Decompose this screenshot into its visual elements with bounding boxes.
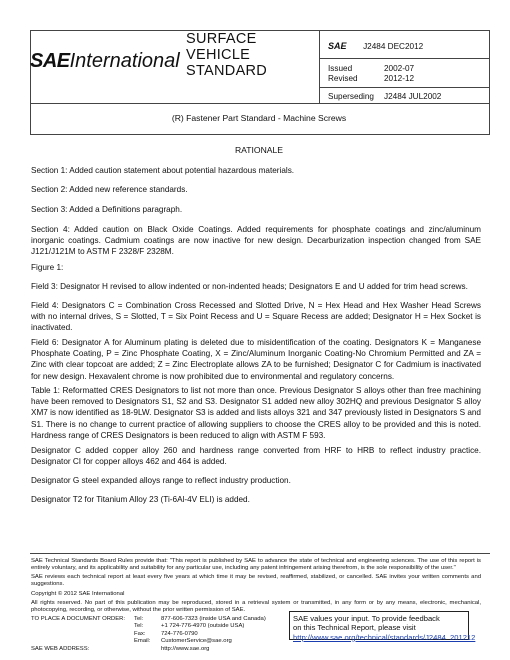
footer-copyright: Copyright © 2012 SAE International <box>31 591 125 597</box>
header-right-divider-2 <box>319 87 489 88</box>
sae-international-logo <box>30 50 180 73</box>
tel-value: 877-606-7323 (inside USA and Canada) <box>161 616 266 622</box>
web-label: SAE WEB ADDRESS: <box>31 646 90 652</box>
paragraph-field3: Field 3: Designator H revised to allow indented or non-indented heads; Designators E and U added for trim head screws. <box>31 282 468 291</box>
paragraph-section3: Section 3: Added a Definitions paragraph. <box>31 205 183 214</box>
header-right-divider <box>319 58 489 59</box>
tel2-label: Tel: <box>134 623 144 630</box>
contact-labels <box>134 616 159 646</box>
superseding-label: Superseding <box>328 92 374 101</box>
email-label: Email: <box>134 638 151 645</box>
sae-mark: SAE <box>328 41 347 51</box>
footer-divider <box>30 553 490 554</box>
paragraph-designator-t2: Designator T2 for Titanium Alloy 23 (Ti-6Al-4V ELI) is added. <box>31 495 250 504</box>
fax-label: Fax: <box>134 630 146 637</box>
tel-label: Tel: <box>134 616 144 622</box>
doc-number-row <box>328 41 423 51</box>
paragraph-section1: Section 1: Added caution statement about potential hazardous materials. <box>31 166 295 175</box>
logo-international: International <box>69 50 180 72</box>
doc-date: DEC2012 <box>387 42 424 51</box>
paragraph-field4: Field 4: Designators C = Combination Cross Recessed and Slotted Drive, N = Hex Head and Hex Washer Head Screws with no internal drives, S = Slotted, T = Six Point Recess and U = Square Recess are added; Designator H = Hex Socket is inactivated. <box>31 301 481 333</box>
doc-type-line2: VEHICLE <box>186 47 251 63</box>
paragraph-figure1: Figure 1: <box>31 263 64 272</box>
issued-value: 2002-07 <box>384 64 415 73</box>
paragraph-table1: Table 1: Reformatted CRES Designators to list not more than once. Previous Designator S alloys other than free machining have been removed to Designators S1, S2 and S3. Designator S1 added new alloy 302HQ and previous Designator S alloy XM7 is now identified as 18-9LW. Designator S3 is added and lists alloys 321 and 347 previously listed in Designators S and S1. There is no change to current practice of allowing suppliers to choose the CRES alloy to be provided and this is noted. Hardness range of CRES Designators is been reduced to align with ASTM F 593. <box>31 386 481 440</box>
paragraph-section2: Section 2: Added new reference standards. <box>31 185 188 194</box>
tel2-value: +1 724-776-4970 (outside USA) <box>161 623 245 630</box>
feedback-line2: on this Technical Report, please visit <box>293 623 416 633</box>
paragraph-designator-g: Designator G steel expanded alloys range to reflect industry production. <box>31 476 291 485</box>
web-value[interactable]: http://www.sae.org <box>161 646 210 652</box>
paragraph-field6: Field 6: Designator A for Aluminum plating is deleted due to misidentification of the coating. Designators K = Manganese Phosphate Coating, P = Zinc Phosphate Coating, X = Zinc/Aluminum Inorganic Coating-No Chromium Permitted and ZA = Zinc with clear topcoat are added; Z = Zinc Electroplate allows ZA to be furnished; Designator C for Cadmium is inactivated for new design. Hexavalent chrome is now prohibited due to environmental and regulatory concerns. <box>31 338 481 381</box>
doc-number: J2484 <box>363 42 386 51</box>
superseding-value: J2484 JUL2002 <box>384 92 442 101</box>
footer-policy: SAE Technical Standards Board Rules provide that: "This report is published by SAE to advance the state of technical and engineering sciences. The use of this report is entirely voluntary, and its applicability and suitability for any particular use, including any patent infringement arising therefrom, is the sole responsibility of the user." <box>31 558 481 572</box>
contact-values <box>161 616 286 646</box>
revised-value: 2012-12 <box>384 74 415 83</box>
rationale-heading: RATIONALE <box>234 145 284 155</box>
footer-rights: All rights reserved. No part of this publication may be reproduced, stored in a retrieval system or transmitted, in any form or by any means, electronic, mechanical, photocopying, recording, or otherwise, without the prior written permission of SAE. <box>31 600 481 614</box>
paragraph-section4: Section 4: Added caution on Black Oxide Coatings. Added requirements for phosphate coatings and zinc/aluminum inorganic coatings. Cadmium coatings are now inactive for new design. Decarburization inspection changed from SAE J121/J121M to ASTM F 2328/F 2328M. <box>31 225 481 257</box>
document-title: (R) Fastener Part Standard - Machine Screws <box>171 113 347 123</box>
order-label: TO PLACE A DOCUMENT ORDER: <box>31 616 126 622</box>
footer-review: SAE reviews each technical report at least every five years at which time it may be revised, reaffirmed, stabilized, or cancelled. SAE invites your written comments and suggestions. <box>31 574 481 588</box>
doc-type-line1: SURFACE <box>186 31 257 47</box>
paragraph-designator-c: Designator C added copper alloy 260 and hardness range converted from HRF to HRB to reflect industry practice. Designator CI for copper alloys 462 and 464 is added. <box>31 446 481 467</box>
email-value: CustomerService@sae.org <box>161 638 232 645</box>
revised-label: Revised <box>328 74 358 83</box>
feedback-box <box>289 611 476 642</box>
logo-sae: SAE <box>30 50 70 72</box>
issued-label: Issued <box>328 64 353 73</box>
document-type <box>186 31 267 79</box>
fax-value: 724-776-0790 <box>161 630 198 637</box>
feedback-link[interactable]: http://www.sae.org/technical/standards/J2484_201212 <box>293 632 476 642</box>
feedback-line1: SAE values your input. To provide feedback <box>293 614 440 623</box>
doc-type-line3: STANDARD <box>186 63 268 79</box>
